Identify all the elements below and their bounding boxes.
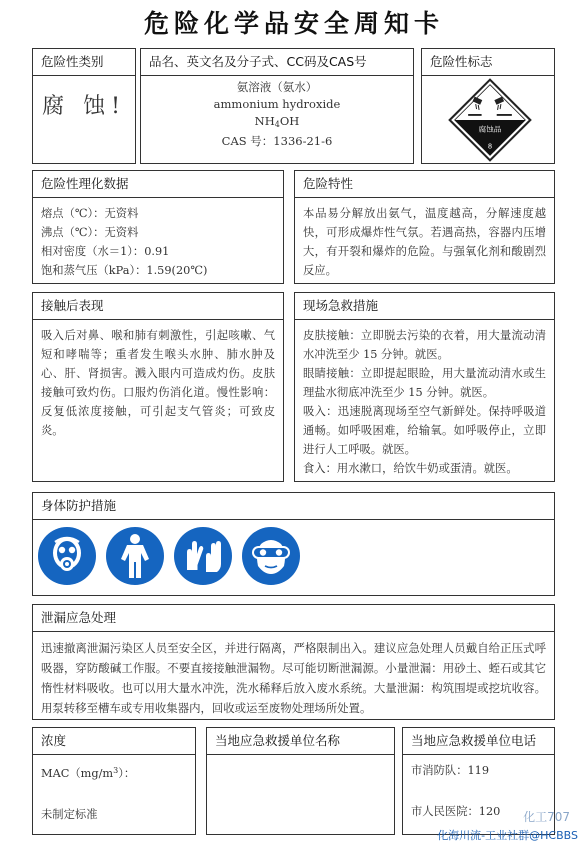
first-aid-box [294,292,555,482]
exposure-header: 接触后表现 [33,293,283,320]
spill-text: 迅速撤离泄漏污染区人员至安全区，并进行隔离，严格限制出入。建议应急处理人员戴自给正压式呼吸器，穿防酸碱工作服。不要直接接触泄漏物。尽可能切断泄漏源。小量泄漏：用砂土、蛭石或其它惰性材料吸收。也可以用大量水冲洗，洗水稀释后放入废水系统。大量泄漏：构筑围堤或挖坑收容。用泵转移至槽车或专用收集器内，回收或运至废物处理场所处置。 [41,641,546,715]
spill-box [32,604,555,720]
exposure-box [32,292,284,482]
exposure-text: 吸入后对鼻、喉和肺有刺激性，引起咳嗽、气短和哮喘等；重者发生喉头水肿、肺水肿及心、肝、肾损害。溅入眼内可造成灼伤。皮肤接触可致灼伤。口服灼伤消化道。慢性影响：反复低浓度接触，可引起支气管炎；可致皮炎。 [41,329,275,437]
first-aid-inhalation: 吸入：迅速脱离现场至空气新鲜处。保持呼吸道通畅。如呼吸困难，给输氧。如呼吸停止，立即进行人工呼吸。就医。 [303,405,546,456]
concentration-header: 浓度 [33,728,195,755]
first-aid-skin: 皮肤接触：立即脱去污染的衣着，用大量流动清水冲洗至少 15 分钟。就医。 [303,329,546,361]
hazard-category-box [32,48,136,164]
local-unit-header: 当地应急救援单位名称 [207,728,394,755]
hazard-properties-text: 本品易分解放出氨气，温度越高，分解速度越快，可形成爆炸性气氛。若遇高热，容器内压增大，有开裂和爆炸的危险。与强氧化剂和酸剧烈反应。 [303,207,546,277]
cas-number: CAS 号：1336-21-6 [221,134,333,148]
hazard-properties-box [294,170,555,284]
fire-brigade-phone: 市消防队：119 [411,764,490,777]
hazard-sign-label: 腐蚀品 [478,124,502,134]
chemical-name-header: 品名、英文名及分子式、CC码及CAS号 [141,49,413,76]
local-phone-header: 当地应急救援单位电话 [403,728,554,755]
chemical-en-name: ammonium hydroxide [213,97,341,111]
protection-header: 身体防护措施 [33,493,554,520]
local-unit-box [206,727,395,835]
hazard-properties-header: 危险特性 [295,171,554,198]
safety-goggles-icon [241,526,301,586]
hospital-phone: 市人民医院：120 [411,805,501,818]
concentration-box [32,727,196,835]
corrosive-diamond-icon [448,78,532,162]
hazard-sign-header: 危险性标志 [422,49,554,76]
vapor-pressure: 饱和蒸气压（kPa）：1.59(20℃) [41,264,208,277]
boiling-point: 沸点（℃）：无资料 [41,226,139,239]
first-aid-header: 现场急救措施 [295,293,554,320]
gas-mask-icon [37,526,97,586]
chemical-formula: $NH_4OH$ [254,114,300,129]
page-title: 危险化学品安全周知卡 [143,9,444,38]
physical-data-header: 危险性理化数据 [33,171,283,198]
mac-value: 未制定标准 [41,808,98,821]
watermark: 化海川流-工业社群@HCBBS [437,829,578,842]
hazard-category-header: 危险性类别 [33,49,135,76]
hazard-category-value: 腐 蚀! [42,94,126,119]
mac-label: $MAC(mg/m^3)$： [41,766,136,780]
protective-suit-icon [105,526,165,586]
first-aid-eye: 眼睛接触：立即提起眼睑，用大量流动清水或生理盐水彻底冲洗至少 15 分钟。就医。 [303,367,546,399]
hazard-class-number: 8 [487,142,493,151]
hazard-sign-box [421,48,555,164]
protective-gloves-icon [173,526,233,586]
melting-point: 熔点（℃）：无资料 [41,207,139,220]
first-aid-ingestion: 食入：用水漱口，给饮牛奶或蛋清。就医。 [303,462,518,475]
chemical-cn-name: 氨溶液（氨水） [236,80,318,94]
spill-header: 泄漏应急处理 [33,605,554,632]
relative-density: 相对密度（水＝1）：0.91 [41,245,170,258]
physical-data-box [32,170,284,284]
watermark-faint: 化工707 [523,810,570,824]
protection-box [32,492,555,596]
chemical-name-box [140,48,414,164]
